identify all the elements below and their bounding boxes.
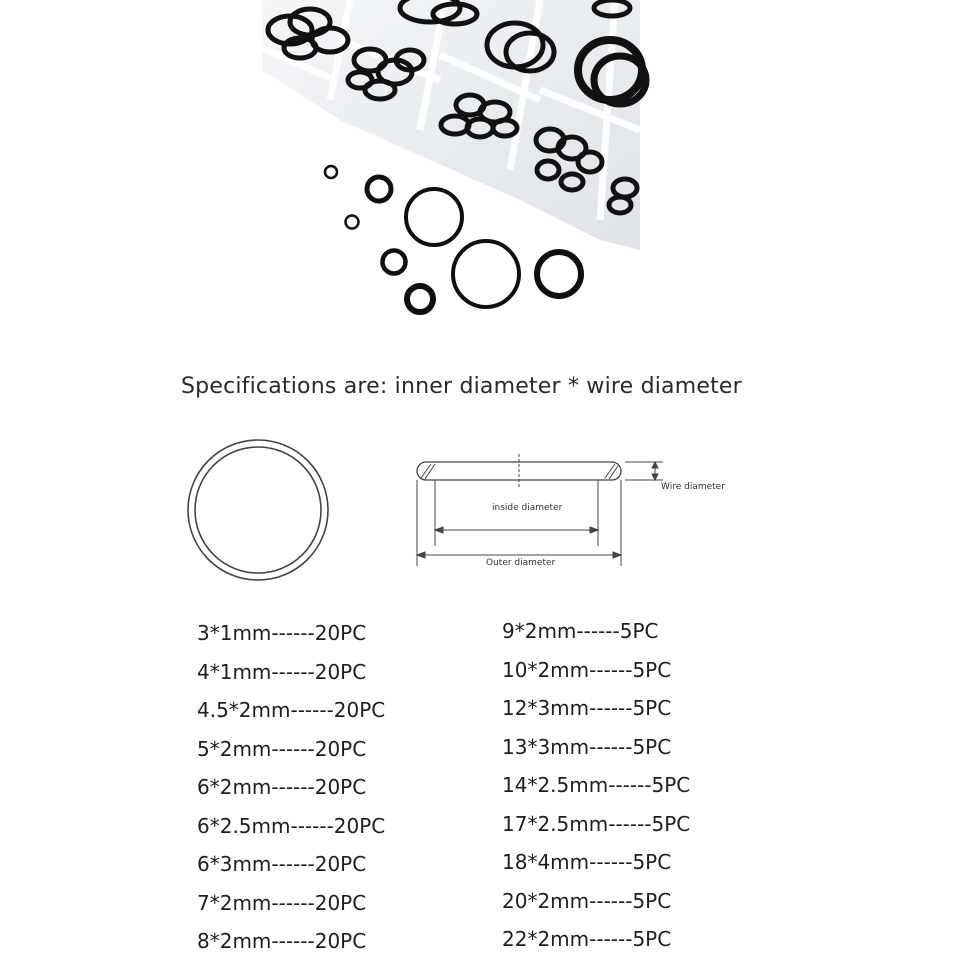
spec-item: 8*2mm------20PC [197, 929, 367, 953]
o-ring-front-diagram [180, 430, 340, 590]
wire-diameter-label: Wire diameter [661, 482, 725, 492]
spec-item: 9*2mm------5PC [502, 619, 659, 643]
spec-item: 13*3mm------5PC [502, 734, 672, 759]
spec-item: 4.5*2mm------20PC [197, 698, 386, 722]
spec-list-right [502, 612, 690, 959]
spec-item: 6*2.5mm------20PC [197, 813, 386, 838]
spec-item: 5*2mm------20PC [197, 736, 367, 761]
o-ring-cross-section-diagram [405, 448, 745, 573]
spec-item: 6*2mm------20PC [197, 775, 367, 799]
spec-item: 6*3mm------20PC [197, 852, 367, 876]
spec-item: 18*4mm------5PC [502, 850, 672, 874]
inside-diameter-label: inside diameter [492, 503, 563, 513]
spec-item: 17*2.5mm------5PC [502, 811, 691, 836]
specification-heading: Specifications are: inner diameter * wire diameter [181, 374, 742, 399]
spec-item: 4*1mm------20PC [197, 659, 367, 684]
spec-item: 12*3mm------5PC [502, 696, 672, 720]
spec-list-left [197, 614, 385, 961]
spec-item: 22*2mm------5PC [502, 927, 672, 951]
outer-diameter-label: Outer diameter [486, 558, 556, 568]
spec-item: 20*2mm------5PC [502, 888, 672, 913]
spec-item: 14*2.5mm------5PC [502, 773, 691, 797]
assortment-box [262, 0, 646, 250]
spec-item: 10*2mm------5PC [502, 657, 672, 682]
product-photo [0, 0, 960, 340]
spec-item: 7*2mm------20PC [197, 890, 367, 915]
spec-item: 3*1mm------20PC [197, 621, 367, 645]
